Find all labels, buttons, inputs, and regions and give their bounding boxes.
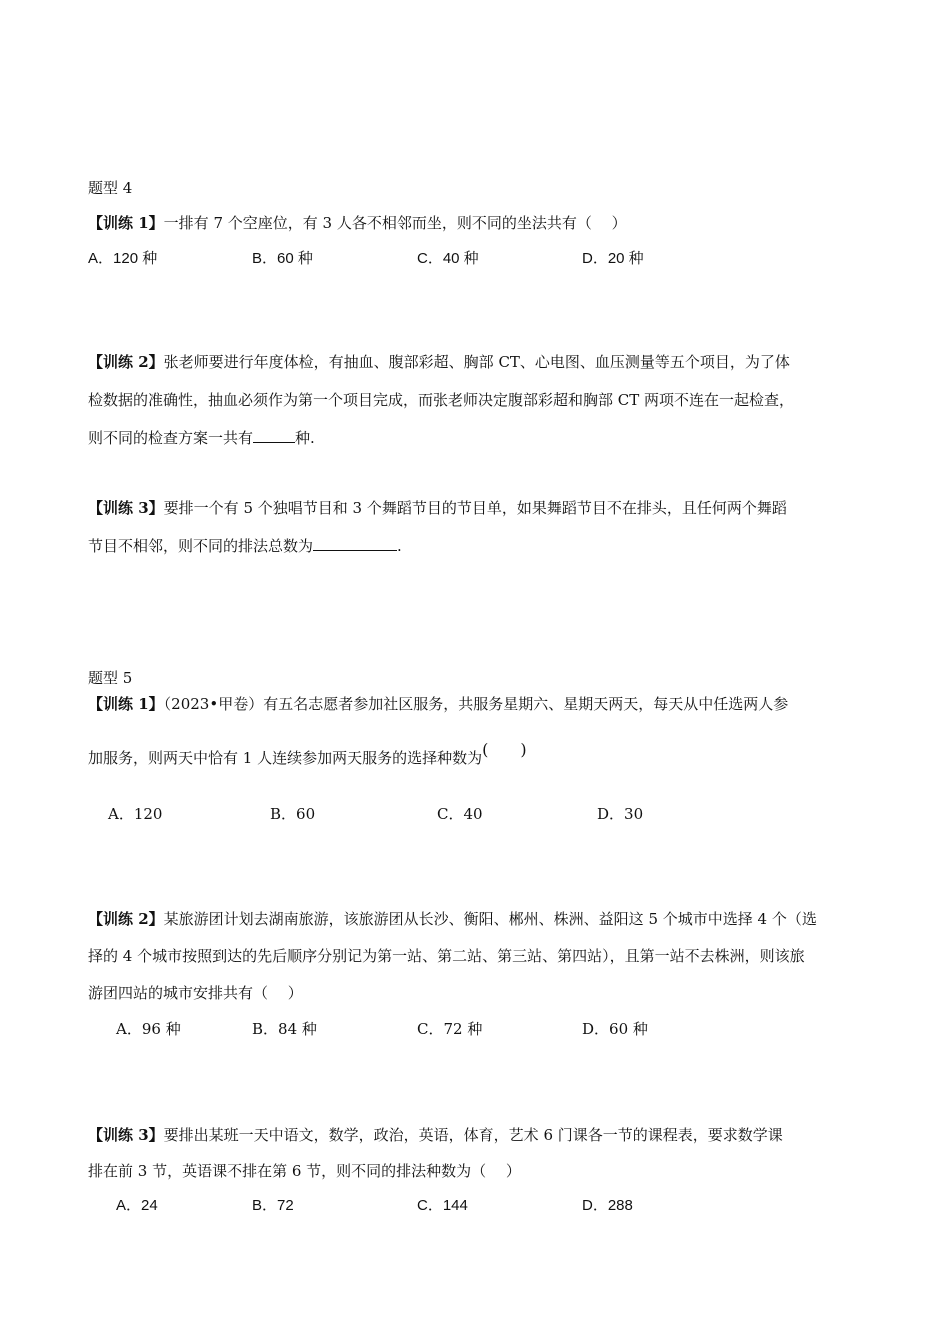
question-5-1-line2 (88, 740, 527, 768)
question-text: 加服务，则两天中恰有 1 人连续参加两天服务的选择种数为 (88, 749, 483, 767)
option-b: B．84 种 (252, 1020, 317, 1038)
option-a: A．120 (108, 805, 163, 823)
option-a: A．24 (116, 1197, 158, 1214)
question-5-3-line2: 排在前 3 节，英语课不排在第 6 节，则不同的排法种数为（ ） (88, 1162, 521, 1180)
question-5-2-line3: 游团四站的城市安排共有（ ） (88, 984, 303, 1002)
question-4-2-line2: 检数据的准确性，抽血必须作为第一个项目完成，而张老师决定腹部彩超和胸部 CT 两项不连在一起检查， (88, 391, 795, 409)
option-d: D．288 (582, 1197, 633, 1214)
question-tag: 【训练 3】 (88, 499, 164, 517)
option-d: D．20 种 (582, 250, 644, 267)
question-text: 节目不相邻，则不同的排法总数为 (88, 537, 314, 555)
question-text: 某旅游团计划去湖南旅游，该旅游团从长沙、衡阳、郴州、株洲、益阳这 5 个城市中选择 4 个（选 (163, 910, 817, 928)
question-tag: 【训练 2】 (88, 353, 164, 371)
option-a: A．96 种 (116, 1020, 181, 1038)
answer-paren: ( ) (482, 740, 527, 759)
question-tag: 【训练 2】 (88, 910, 164, 928)
question-tag: 【训练 1】 (88, 214, 164, 232)
section-heading-4: 题型 4 (88, 179, 133, 197)
option-b: B．60 种 (252, 250, 313, 267)
question-text: 一排有 7 个空座位，有 3 人各不相邻而坐，则不同的坐法共有（ ） (163, 214, 627, 232)
question-text: （2023•甲卷）有五名志愿者参加社区服务，共服务星期六、星期天两天，每天从中任选两人参 (163, 695, 789, 713)
answer-blank (313, 536, 397, 551)
question-text: . (397, 537, 402, 555)
question-5-2-line2: 择的 4 个城市按照到达的先后顺序分别记为第一站、第二站、第三站、第四站），且第一站不去株洲，则该旅 (88, 947, 805, 965)
question-5-1-line1 (88, 694, 788, 714)
option-a: A．120 种 (88, 250, 158, 267)
question-text: 要排出某班一天中语文，数学，政治，英语，体育，艺术 6 门课各一节的课程表，要求数学课 (163, 1126, 783, 1144)
question-tag: 【训练 3】 (88, 1126, 164, 1144)
option-c: C．72 种 (417, 1020, 483, 1038)
question-5-2-line1 (88, 909, 817, 929)
question-text: 种. (295, 429, 315, 447)
question-4-3-line2 (88, 536, 402, 556)
question-4-2-line1 (88, 352, 790, 372)
question-4-2-line3 (88, 428, 315, 448)
question-5-3-line1 (88, 1125, 783, 1145)
question-tag: 【训练 1】 (88, 695, 164, 713)
question-text: 要排一个有 5 个独唱节目和 3 个舞蹈节目的节目单，如果舞蹈节目不在排头，且任何两个舞蹈 (163, 499, 787, 517)
option-c: C．144 (417, 1197, 468, 1214)
option-b: B．60 (270, 805, 316, 823)
answer-blank (253, 428, 295, 443)
question-4-1 (88, 213, 627, 233)
option-b: B．72 (252, 1197, 294, 1214)
option-d: D．30 (597, 805, 644, 823)
option-d: D．60 种 (582, 1020, 648, 1038)
option-c: C．40 (437, 805, 483, 823)
section-heading-5: 题型 5 (88, 669, 133, 687)
question-text: 张老师要进行年度体检，有抽血、腹部彩超、胸部 CT、心电图、血压测量等五个项目，为了体 (163, 353, 790, 371)
option-c: C．40 种 (417, 250, 479, 267)
question-4-3-line1 (88, 498, 787, 518)
question-text: 则不同的检查方案一共有 (88, 429, 254, 447)
